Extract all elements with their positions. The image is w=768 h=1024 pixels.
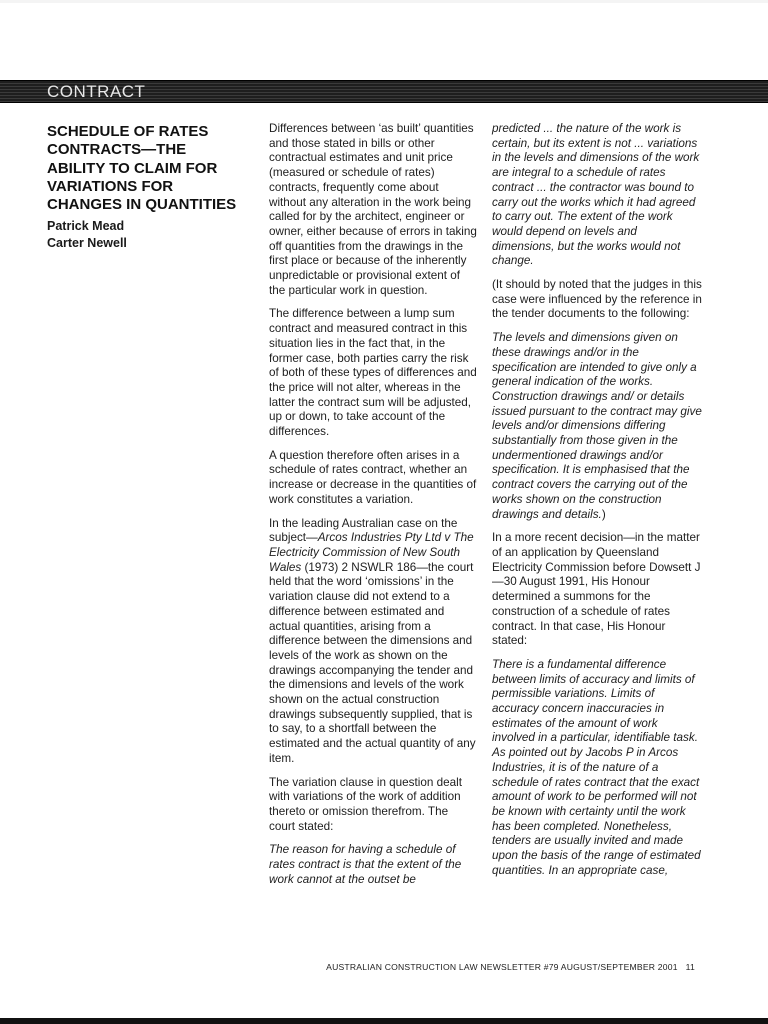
block-quote: The reason for having a schedule of rates contract is that the extent of the work cannot at the outset be [269,843,462,886]
paragraph: The difference between a lump sum contract and measured contract in this situation lies in the fact that, in the former case, both parties carry the risk of both of these types of differences and the price will not alter, whereas in the latter the contract sum will be adjusted, up or down, to take account of the differences. [269,307,477,439]
headline-line: SCHEDULE OF RATES [47,123,209,140]
publication-line: AUSTRALIAN CONSTRUCTION LAW NEWSLETTER #79 AUGUST/SEPTEMBER 2001 [326,962,678,972]
top-rule [0,0,768,3]
article-headline [47,123,252,214]
article-header [47,123,252,252]
paragraph: In a more recent decision—in the matter of an application by Queensland Electricity Commission before Dowsett J—30 August 1991, His Honour determined a summons for the construction of a schedule of rates contract. In that case, His Honour stated: [492,531,701,648]
body-column-3 [492,122,702,878]
paragraph: (It should by noted that the judges in this case were influenced by the reference in the tender documents to the following: [492,278,702,321]
body-column-2 [269,122,477,887]
section-banner [0,80,768,103]
paragraph: A question therefore often arises in a schedule of rates contract, whether an increase or decrease in the quantities of work constitutes a variation. [269,448,477,506]
bottom-bar [0,1018,768,1024]
paragraph: Differences between ‘as built’ quantities and those stated in bills or other contractual estimates and unit price (measured or schedule of rates) contracts, frequently come about without any alteration in the work being called for by the architect, engineer or owner, either because of errors in taking off quantities from the drawings in the first place or because of the inherently unpredictable or provisional extent of the particular work in question. [269,122,477,297]
author-list [47,218,252,252]
block-quote: There is a fundamental difference between limits of accuracy and limits of permissible variations. Limits of accuracy concern inaccuracies in estimates of the amount of work involved in a particular, identifiable task. As pointed out by Jacobs P in Arcos Industries, it is of the nature of a schedule of rates contract that the exact amount of work to be performed will not be known with certainty until the work has been completed. Nonetheless, tenders are usually invited and made upon the basis of the range of estimated quantities. In an appropriate case, [492,657,701,877]
paragraph: The variation clause in question dealt with variations of the work of addition thereto or omission therefrom. The court stated: [269,775,462,833]
headline-line: ABILITY TO CLAIM FOR [47,159,218,177]
page-number: 11 [685,962,695,972]
case-citation: Arcos Industries Pty Ltd v The Electricity Commission of New South Wales [269,531,474,574]
author-name: Patrick Mead [47,219,125,234]
headline-line: VARIATIONS FOR [47,177,174,195]
text-run: In the leading Australian case on the subject— [269,516,458,545]
section-label: CONTRACT [47,82,146,101]
block-quote [492,331,702,522]
page-footer [300,962,695,972]
headline-line: CHANGES IN QUANTITIES [47,196,237,214]
block-quote: predicted ... the nature of the work is certain, but its extent is not ... variations in the levels and dimensions of the work are integral to a schedule of rates contract ... the contractor was bound to carry out the works which it had agreed to carry out. The extent of the work would depend on levels and dimensions, but the works would not change. [492,122,700,268]
closing-paren: ) [601,507,606,521]
headline-line: CONTRACTS—THE [47,141,187,159]
paragraph [269,517,477,767]
text-run: (1973) 2 NSWLR 186—the court held that the word ‘omissions’ in the variation clause did not extend to a difference between estimated and actual quantities, arising from a difference between the dimensions and levels of the work as shown on the drawings accompanying the tender and the dimensions and levels of the work shown on the actual construction drawings subsequently supplied, that is to say, to a shortfall between the estimated and the actual quantity of any item. [269,560,476,765]
author-name: Carter Newell [47,236,127,251]
quote-text: The levels and dimensions given on these drawings and/or in the specification are intended to give only a general indication of the works. Construction drawings and/ or details issued pursuant to the contract may give levels and/or dimensions differing substantially from those given in the undermentioned drawings and/or specification. It is emphasised that the contract covers the carrying out of the works shown on the construction drawings and details. [492,331,702,521]
